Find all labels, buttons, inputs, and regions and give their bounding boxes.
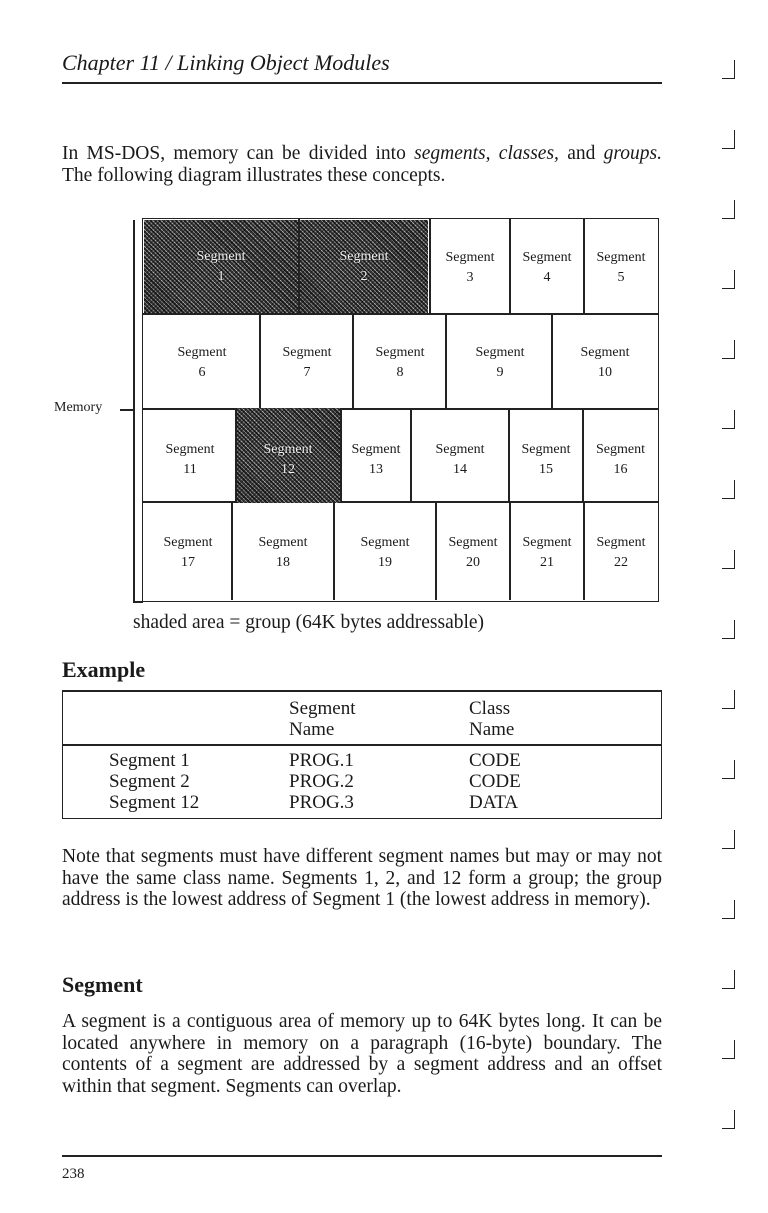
binder-mark: [722, 340, 735, 359]
segment-2-num: 2: [360, 269, 368, 284]
intro-text-2: and: [558, 143, 604, 164]
example-heading: Example: [62, 657, 146, 682]
segment-1-num: 1: [217, 269, 225, 284]
segment-9-cell: Segment 9: [475, 345, 525, 380]
segment-16-cell: Segment 16: [596, 442, 645, 477]
row-divider-1: [142, 313, 659, 315]
memory-brace-line: [133, 220, 135, 602]
segment-1-cell: [144, 220, 298, 313]
binder-mark: [722, 900, 735, 919]
segment-8-cell: Segment 8: [375, 345, 425, 380]
segment-17-cell: Segment 17: [163, 535, 213, 570]
footer-rule: [62, 1155, 662, 1157]
divider-r3-1: [235, 408, 237, 503]
binder-mark: [722, 1040, 735, 1059]
segment-3-cell: Segment 3: [445, 250, 495, 285]
segment-2-cell: [300, 220, 428, 313]
binder-mark: [722, 480, 735, 499]
memory-label: Memory: [54, 400, 103, 415]
intro-em-2: groups.: [603, 143, 663, 164]
table-cell: PROG.2: [289, 771, 354, 792]
segment-paragraph: A segment is a contiguous area of memory up to 64K bytes long. It can be located anywhere in memory on a paragraph (16-byte) boundary. The contents of a segment are addressed by a segment address and an offset within that segment. Segments can overlap.: [62, 1011, 662, 1097]
segment-11-cell: Segment 11: [165, 442, 215, 477]
note-paragraph: Note that segments must have different segment names but may or may not have the same class name. Segments 1, 2, and 12 form a group; the group address is the lowest address of Segment 1 (the lowest address in memory).: [62, 846, 662, 910]
segment-15-cell: Segment 15: [521, 442, 571, 477]
binder-mark: [722, 690, 735, 709]
example-table: [62, 690, 662, 819]
segment-21-cell: Segment 21: [522, 535, 572, 570]
binder-mark: [722, 130, 735, 149]
segment-6-cell: Segment 6: [177, 345, 227, 380]
binder-mark: [722, 60, 735, 79]
segment-13-cell: Segment 13: [351, 442, 401, 477]
binder-mark: [722, 830, 735, 849]
table-row: Segment 1: [109, 750, 190, 771]
intro-em-1: segments, classes,: [414, 143, 559, 164]
diagram-caption: shaded area = group (64K bytes addressable): [133, 612, 485, 633]
segment-18-cell: Segment 18: [258, 535, 308, 570]
page-number: 238: [62, 1166, 85, 1182]
table-header-rule: [63, 744, 661, 746]
segment-heading: Segment: [62, 972, 143, 997]
binder-mark: [722, 550, 735, 569]
segment-4-cell: Segment 4: [522, 250, 572, 285]
col-header-class-name: Class Name: [469, 698, 515, 740]
binder-mark: [722, 970, 735, 989]
binder-mark: [722, 410, 735, 429]
col-header-segment-name: Segment Name: [289, 698, 356, 740]
segment-7-cell: Segment 7: [282, 345, 332, 380]
segment-22-cell: Segment 22: [596, 535, 646, 570]
segment-14-cell: Segment 14: [435, 442, 485, 477]
segment-2-word: Segment: [339, 249, 389, 264]
table-cell: PROG.3: [289, 792, 354, 813]
table-cell: CODE: [469, 750, 521, 771]
binder-mark: [722, 760, 735, 779]
segment-5-cell: Segment 5: [596, 250, 646, 285]
segment-12-cell: [236, 408, 340, 503]
table-cell: CODE: [469, 771, 521, 792]
segment-1-word: Segment: [196, 249, 246, 264]
intro-text-1: In MS-DOS, memory can be divided into: [62, 143, 415, 164]
chapter-title: Chapter 11 / Linking Object Modules: [62, 50, 390, 75]
table-cell: PROG.1: [289, 750, 354, 771]
intro-text-3: The following diagram illustrates these concepts.: [62, 164, 446, 186]
segment-12-word: Segment: [263, 442, 313, 457]
segment-19-cell: Segment 19: [360, 535, 410, 570]
binder-mark: [722, 1110, 735, 1129]
memory-label-tick: [120, 409, 133, 411]
segment-20-cell: Segment 20: [448, 535, 498, 570]
segment-12-num: 12: [281, 462, 295, 477]
binder-mark: [722, 620, 735, 639]
binder-mark: [722, 200, 735, 219]
table-row: Segment 2: [109, 771, 190, 792]
segment-10-cell: Segment 10: [580, 345, 630, 380]
table-cell: DATA: [469, 792, 519, 813]
binder-mark: [722, 270, 735, 289]
table-row: Segment 12: [109, 792, 200, 813]
